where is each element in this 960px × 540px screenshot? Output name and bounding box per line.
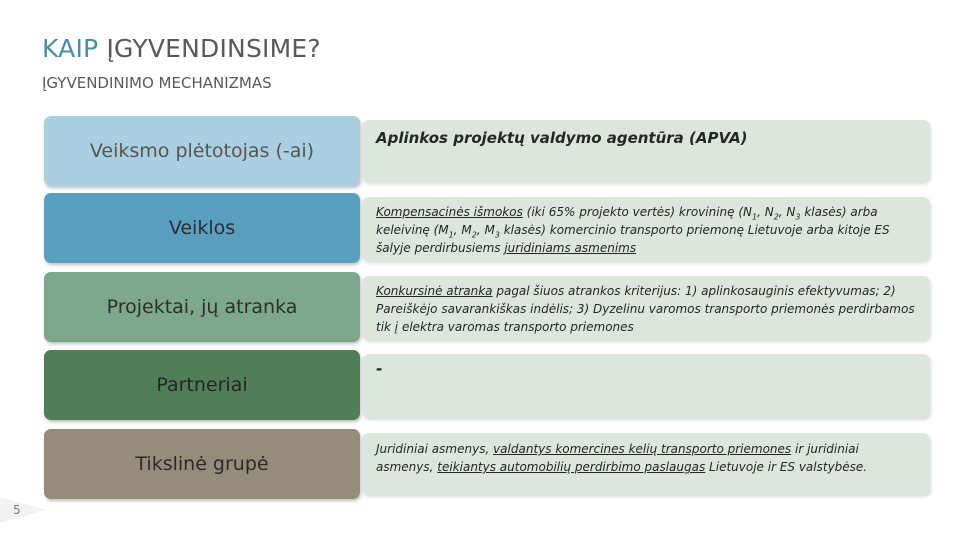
row-desc-target-group: [362, 433, 930, 495]
desc-text: Lietuvoje ir ES valstybėse.: [705, 460, 868, 474]
page-subtitle: ĮGYVENDINIMO MECHANIZMAS: [42, 74, 272, 92]
desc-sub: 2: [471, 230, 477, 240]
desc-text: , M: [453, 223, 472, 237]
desc-underlined: teikiantys automobilių perdirbimo paslaugas: [437, 460, 706, 474]
desc-text: ir juridiniai asmenys,: [376, 442, 859, 474]
desc-underlined: Konkursinė atranka: [376, 284, 493, 298]
desc-text: (iki 65% projekto vertės) krovininę (N: [522, 205, 752, 219]
desc-text: , M: [476, 223, 495, 237]
row-desc-developer: Aplinkos projektų valdymo agentūra (APVA): [362, 120, 930, 182]
row-label-target-group: [44, 429, 360, 499]
desc-text: , N: [757, 205, 774, 219]
title-accent: KAIP: [42, 34, 99, 63]
desc-text: , N: [778, 205, 796, 219]
row-label-partners: [44, 350, 360, 420]
row-label-developer: [44, 116, 360, 186]
desc-text: klasės) komercinio transporto priemonę Lietuvoje arba kitoje ES šalyje perdirbusiems: [376, 223, 890, 255]
desc-sub: 3: [494, 230, 500, 240]
page-number: 5: [13, 503, 21, 517]
desc-underlined: valdantys komercines kelių transporto priemones: [493, 442, 792, 456]
page-number-tab-arrow: [0, 497, 46, 523]
desc-sub: 1: [448, 230, 454, 240]
row-desc-activities: [362, 197, 930, 261]
title-rest: ĮGYVENDINSIME?: [98, 34, 321, 63]
desc-underlined: Kompensacinės išmokos: [376, 205, 523, 219]
desc-text: pagal šiuos atrankos kriterijus: 1) aplinkosauginis efektyvumas; 2) Pareiškėjo savarankiškas indėlis; 3) Dyzelinu varomos transporto priemonės perdirbamos tik į elektra varomas transporto priemones: [376, 284, 915, 334]
desc-underlined: juridiniams asmenims: [504, 241, 637, 255]
row-label-text: Veiksmo plėtotojas (-ai): [89, 140, 315, 162]
page-title: [42, 34, 321, 63]
row-label-text: Partneriai: [156, 374, 248, 396]
desc-sub: 1: [752, 212, 758, 222]
row-desc-partners: -: [362, 354, 930, 418]
row-label-activities: [44, 193, 360, 263]
row-label-text: Tikslinė grupė: [135, 453, 269, 475]
row-label-text: Projektai, jų atranka: [106, 296, 298, 318]
desc-sub: 3: [795, 212, 801, 222]
desc-text: klasės) arba keleivinę (M: [376, 205, 878, 237]
desc-text: Juridiniai asmenys,: [376, 442, 494, 456]
row-desc-projects: [362, 276, 930, 340]
row-label-text: Veiklos: [168, 217, 236, 239]
desc-sub: 2: [773, 212, 779, 222]
row-label-projects: [44, 272, 360, 342]
